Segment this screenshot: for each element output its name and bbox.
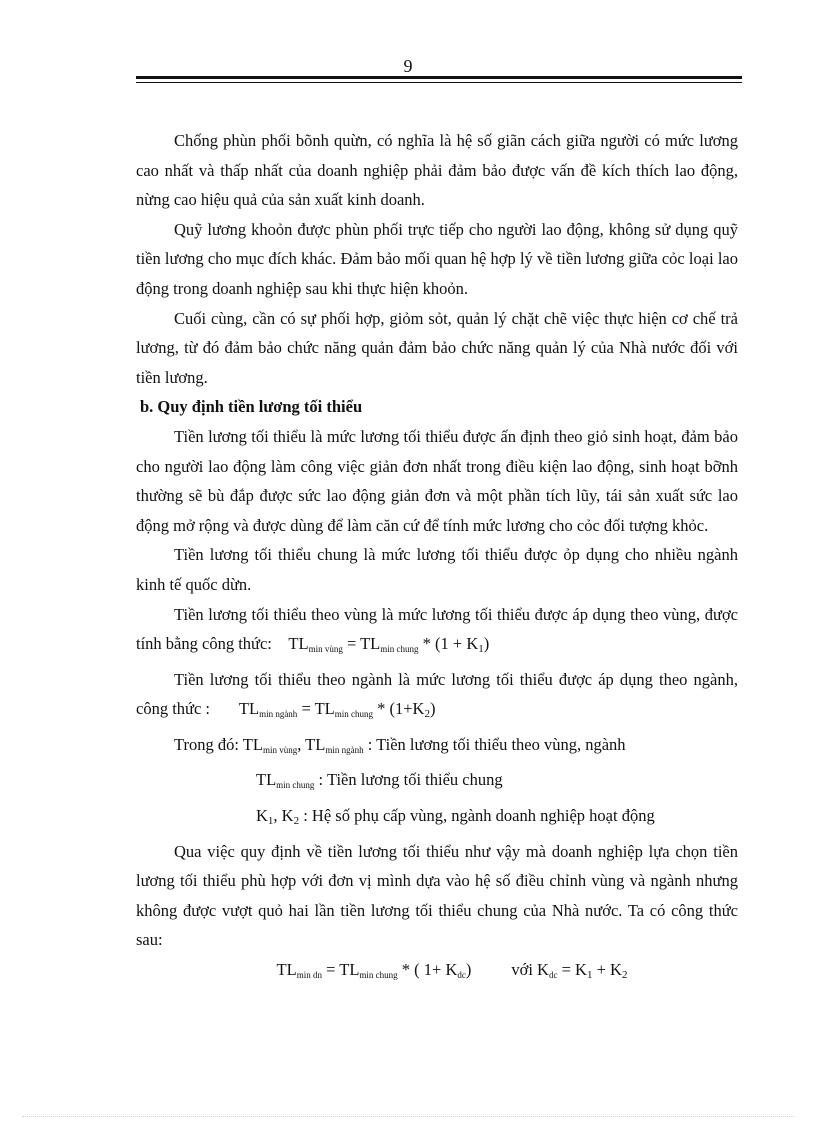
paragraph-1: Chống phùn phối bõnh quừn, có nghĩa là hệ số giãn cách giữa người có mức lương cao nhất và thấp nhất của doanh nghiệp phải đảm bảo được vấn đề kích thích lao động, nừng cao hiệu quả của sản xuất kinh doanh. [136, 131, 738, 210]
body-text [136, 126, 738, 991]
paragraph-5: Tiền lương tối thiểu chung là mức lương tối thiểu được ỏp dụng cho nhiều ngành kinh tế quốc dừn. [136, 545, 738, 594]
paragraph-6-text: Tiền lương tối thiểu theo vùng là mức lương tối thiểu được áp dụng theo vùng, được tính bằng công thức: [136, 604, 738, 654]
legend-line-1: Trong đó: $TL_{min vùng}$, $TL_{min ngành}$ : Tiền lương tối thiểu theo vùng, ngành [174, 734, 626, 755]
legend-line-2: $TL_{min chung}$ : Tiền lương tối thiểu chung [256, 770, 503, 791]
paragraph-7-text: Tiền lương tối thiểu theo ngành là mức lương tối thiểu được áp dụng theo ngành, công thức : [136, 669, 738, 719]
paragraph-4: Tiền lương tối thiểu là mức lương tối thiểu được ấn định theo giỏ sinh hoạt, đảm bảo cho người lao động làm công việc giản đơn nhất trong điều kiện lao động, sinh hoạt bỡnh thường sẽ bù đắp được sức lao động giản đơn và một phần tích lũy, tái sản xuất sức lao động mở rộng và được dùng để làm căn cứ để tính mức lương cho cỏc đối tượng khỏc. [136, 426, 738, 535]
legend-line-3: $K_1$, $K_2$ : Hệ số phụ cấp vùng, ngành doanh nghiệp hoạt động [256, 806, 655, 828]
header-rule-thin [136, 82, 742, 83]
formula-enterprise: $TL_{min dn} = TL_{min chung}$ * ( $1+ K_{dc}$) với $K_{dc} = K_1 + K_2$ [276, 960, 628, 982]
paragraph-3: Cuối cùng, cần có sự phối hợp, giỏm sỏt, quản lý chặt chẽ việc thực hiện cơ chế trả lương, từ đó đảm bảo chức năng quản đảm bảo chức năng quản lý của Nhà nước đối với tiền lương. [136, 308, 738, 387]
page-number: 9 [403, 56, 413, 76]
formula-industry: $TL_{min ngành} = TL_{min chung} * (1+K_2)$ [238, 699, 436, 721]
section-heading: b. Quy định tiền lương tối thiểu [140, 397, 363, 417]
header-rule-thick [136, 76, 742, 79]
paragraph-7 [136, 665, 738, 730]
formula-legend [136, 730, 738, 837]
formula-region: $TL_{min vùng} = TL_{min chung} * (1 + K_1)$ [288, 634, 490, 656]
footer-dotted-line [22, 1116, 794, 1117]
paragraph-8: Qua việc quy định về tiền lương tối thiểu như vậy mà doanh nghiệp lựa chọn tiền lương tối thiểu phù hợp với đơn vị mình dựa vào hệ số điều chỉnh vùng và ngành nhưng không được vượt quỏ hai lần tiền lương tối thiểu chung của Nhà nước. Ta có công thức sau: [136, 841, 738, 950]
paragraph-6 [136, 600, 738, 665]
paragraph-2: Quỹ lương khoỏn được phùn phối trực tiếp cho người lao động, không sử dụng quỹ tiền lương cho mục đích khác. Đảm bảo mối quan hệ hợp lý về tiền lương giữa cỏc loại lao động trong doanh nghiệp sau khi thực hiện khoỏn. [136, 219, 738, 298]
